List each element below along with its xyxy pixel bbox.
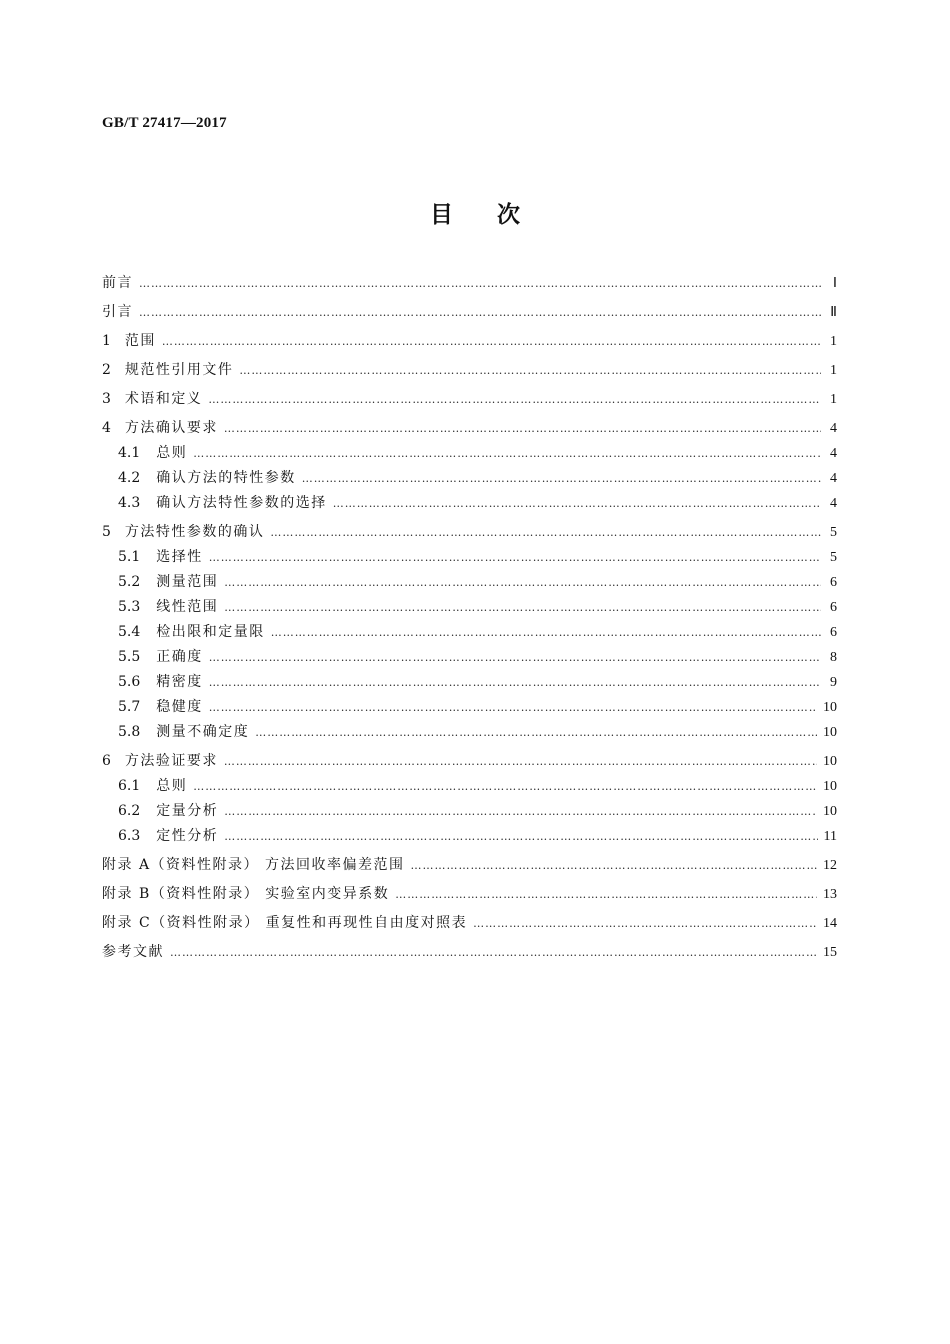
toc-entry-page: 4: [830, 471, 837, 486]
toc-entry-title: [102, 800, 218, 820]
toc-dot-leader: [270, 526, 821, 539]
toc-entry-number: 5.7: [118, 699, 141, 715]
toc-dot-leader: [333, 497, 821, 510]
toc-dot-leader: [170, 946, 817, 959]
toc-entry-title: [102, 521, 264, 541]
toc-entry-title: [102, 571, 218, 591]
toc-dot-leader: [209, 701, 817, 714]
toc-entry-page: 8: [830, 650, 837, 665]
toc-entry[interactable]: [102, 825, 837, 850]
toc-entry-title: [102, 621, 265, 641]
toc-entry-page: 1: [830, 363, 837, 378]
toc-entry[interactable]: [102, 546, 837, 571]
toc-entry-number: 2: [102, 362, 111, 378]
toc-entry-page: 12: [823, 858, 837, 873]
toc-entry-label: 检出限和定量限: [156, 624, 265, 640]
toc-entry-title: [102, 883, 389, 903]
standard-code: GB/T 27417—2017: [102, 115, 227, 131]
toc-entry-title: [102, 912, 467, 932]
toc-dot-leader: [224, 755, 817, 768]
toc-entry[interactable]: [102, 646, 837, 671]
toc-dot-leader: [473, 917, 817, 930]
toc-entry-label: 测量不确定度: [156, 724, 250, 740]
toc-entry-title: [102, 854, 405, 874]
toc-entry-label: 确认方法的特性参数: [156, 470, 296, 486]
toc-entry-title: [102, 671, 203, 691]
toc-entry-label: 范围: [124, 333, 156, 349]
toc-entry-label: 确认方法特性参数的选择: [156, 495, 327, 511]
toc-entry-title: [102, 301, 133, 321]
toc-dot-leader: [208, 393, 821, 406]
toc-entry-page: 10: [823, 725, 837, 740]
toc-entry[interactable]: [102, 467, 837, 492]
toc-entry-number: 3: [102, 391, 111, 407]
toc-dot-leader: [162, 335, 821, 348]
toc-entry-label: 总则: [156, 445, 188, 461]
toc-entry-page: 9: [830, 675, 837, 690]
toc-entry-number: 6.1: [118, 778, 141, 794]
toc-entry-number: 5.1: [118, 549, 141, 565]
toc-entry-page: 4: [830, 421, 837, 436]
toc-entry-page: 5: [830, 550, 837, 565]
toc-entry-number: 5.3: [118, 599, 141, 615]
toc-dot-leader: [209, 651, 821, 664]
toc-entry[interactable]: [102, 272, 837, 297]
toc-dot-leader: [224, 601, 821, 614]
toc-entry[interactable]: [102, 388, 837, 413]
toc-entry-number: 5: [102, 524, 111, 540]
toc-entry-page: Ⅰ: [832, 276, 837, 291]
toc-entry-number: 1: [102, 333, 111, 349]
toc-entry-label: 附录 B（资料性附录） 实验室内变异系数: [102, 886, 390, 902]
toc-entry[interactable]: [102, 775, 837, 800]
toc-entry-number: 5.2: [118, 574, 141, 590]
toc-entry-number: 6.2: [118, 803, 141, 819]
toc-entry[interactable]: [102, 671, 837, 696]
toc-entry-label: 方法验证要求: [124, 753, 218, 769]
toc-entry-label: 方法确认要求: [124, 420, 218, 436]
toc-entry[interactable]: [102, 521, 837, 546]
toc-entry-page: 10: [823, 754, 837, 769]
toc-entry-title: [102, 646, 203, 666]
toc-entry[interactable]: [102, 442, 837, 467]
toc-entry-label: 选择性: [156, 549, 203, 565]
toc-entry[interactable]: [102, 621, 837, 646]
toc-entry[interactable]: [102, 941, 837, 966]
toc-entry-number: 5.6: [118, 674, 141, 690]
toc-entry-label: 定性分析: [156, 828, 219, 844]
toc-entry-label: 前言: [102, 275, 133, 291]
toc-entry[interactable]: [102, 883, 837, 908]
toc-entry[interactable]: [102, 571, 837, 596]
toc-entry-title: [102, 596, 218, 616]
toc-entry-page: 5: [830, 525, 837, 540]
toc-entry-label: 定量分析: [156, 803, 219, 819]
toc-entry-page: 10: [823, 700, 837, 715]
toc-entry-label: 总则: [156, 778, 188, 794]
toc-entry-label: 测量范围: [156, 574, 219, 590]
toc-entry-label: 术语和定义: [124, 391, 203, 407]
toc-entry-number: 4.2: [118, 470, 141, 486]
toc-entry-label: 稳健度: [156, 699, 203, 715]
toc-entry-title: [102, 492, 327, 512]
toc-entry-label: 精密度: [156, 674, 203, 690]
toc-dot-leader: [139, 277, 821, 290]
toc-dot-leader: [224, 422, 821, 435]
toc-dot-leader: [411, 859, 817, 872]
toc-entry[interactable]: [102, 854, 837, 879]
toc-entry[interactable]: [102, 330, 837, 355]
toc-dot-leader: [395, 888, 817, 901]
toc-entry-page: 4: [830, 496, 837, 511]
toc-dot-leader: [302, 472, 821, 485]
toc-entry-title: [102, 941, 164, 961]
toc-entry-number: 4: [102, 420, 111, 436]
toc-entry-page: 1: [830, 392, 837, 407]
toc-entry-number: 5.8: [118, 724, 141, 740]
toc-dot-leader: [224, 576, 821, 589]
toc-entry[interactable]: [102, 800, 837, 825]
table-of-contents: [102, 272, 837, 966]
toc-entry-title: [102, 696, 203, 716]
toc-entry-page: 6: [830, 625, 837, 640]
toc-dot-leader: [209, 551, 821, 564]
toc-dot-leader: [239, 364, 821, 377]
toc-entry-label: 正确度: [156, 649, 203, 665]
toc-entry[interactable]: [102, 721, 837, 746]
toc-entry-title: [102, 442, 187, 462]
toc-entry-title: [102, 359, 233, 379]
toc-entry-page: 13: [823, 887, 837, 902]
toc-entry-page: 6: [830, 575, 837, 590]
toc-entry-number: 6: [102, 753, 111, 769]
toc-entry-number: 6.3: [118, 828, 141, 844]
toc-entry[interactable]: [102, 301, 837, 326]
toc-entry[interactable]: [102, 912, 837, 937]
toc-entry-title: [102, 775, 187, 795]
toc-entry-number: 4.1: [118, 445, 141, 461]
toc-dot-leader: [193, 780, 817, 793]
toc-entry-number: 5.4: [118, 624, 141, 640]
toc-entry[interactable]: [102, 596, 837, 621]
toc-dot-leader: [224, 805, 817, 818]
toc-entry-label: 线性范围: [156, 599, 219, 615]
toc-entry-page: 6: [830, 600, 837, 615]
toc-title: 目次: [430, 202, 564, 228]
toc-dot-leader: [271, 626, 821, 639]
toc-entry-title: [102, 388, 202, 408]
toc-entry-label: 引言: [102, 304, 133, 320]
toc-entry-label: 附录 C（资料性附录） 重复性和再现性自由度对照表: [102, 915, 468, 931]
toc-entry-number: 5.5: [118, 649, 141, 665]
toc-entry-title: [102, 272, 133, 292]
toc-entry[interactable]: [102, 750, 837, 775]
toc-dot-leader: [209, 676, 821, 689]
toc-entry-title: [102, 330, 156, 350]
toc-entry-page: Ⅱ: [830, 305, 837, 320]
toc-entry[interactable]: [102, 492, 837, 517]
toc-entry-page: 14: [823, 916, 837, 931]
toc-entry-label: 参考文献: [102, 944, 164, 960]
toc-entry-title: [102, 546, 203, 566]
toc-entry-page: 10: [823, 779, 837, 794]
toc-entry-page: 11: [823, 829, 837, 844]
toc-entry-number: 4.3: [118, 495, 141, 511]
toc-entry-label: 附录 A（资料性附录） 方法回收率偏差范围: [102, 857, 405, 873]
toc-entry-title: [102, 417, 218, 437]
toc-entry[interactable]: [102, 359, 837, 384]
toc-entry-title: [102, 721, 249, 741]
toc-entry-page: 1: [830, 334, 837, 349]
toc-dot-leader: [139, 306, 821, 319]
toc-entry[interactable]: [102, 417, 837, 442]
toc-entry-title: [102, 467, 296, 487]
toc-entry-page: 4: [830, 446, 837, 461]
toc-entry-label: 规范性引用文件: [124, 362, 234, 378]
toc-entry-label: 方法特性参数的确认: [124, 524, 265, 540]
toc-entry-page: 10: [823, 804, 837, 819]
toc-entry[interactable]: [102, 696, 837, 721]
toc-entry-title: [102, 825, 218, 845]
toc-entry-title: [102, 750, 218, 770]
toc-dot-leader: [224, 830, 817, 843]
toc-entry-page: 15: [823, 945, 837, 960]
toc-dot-leader: [255, 726, 817, 739]
toc-dot-leader: [193, 447, 821, 460]
